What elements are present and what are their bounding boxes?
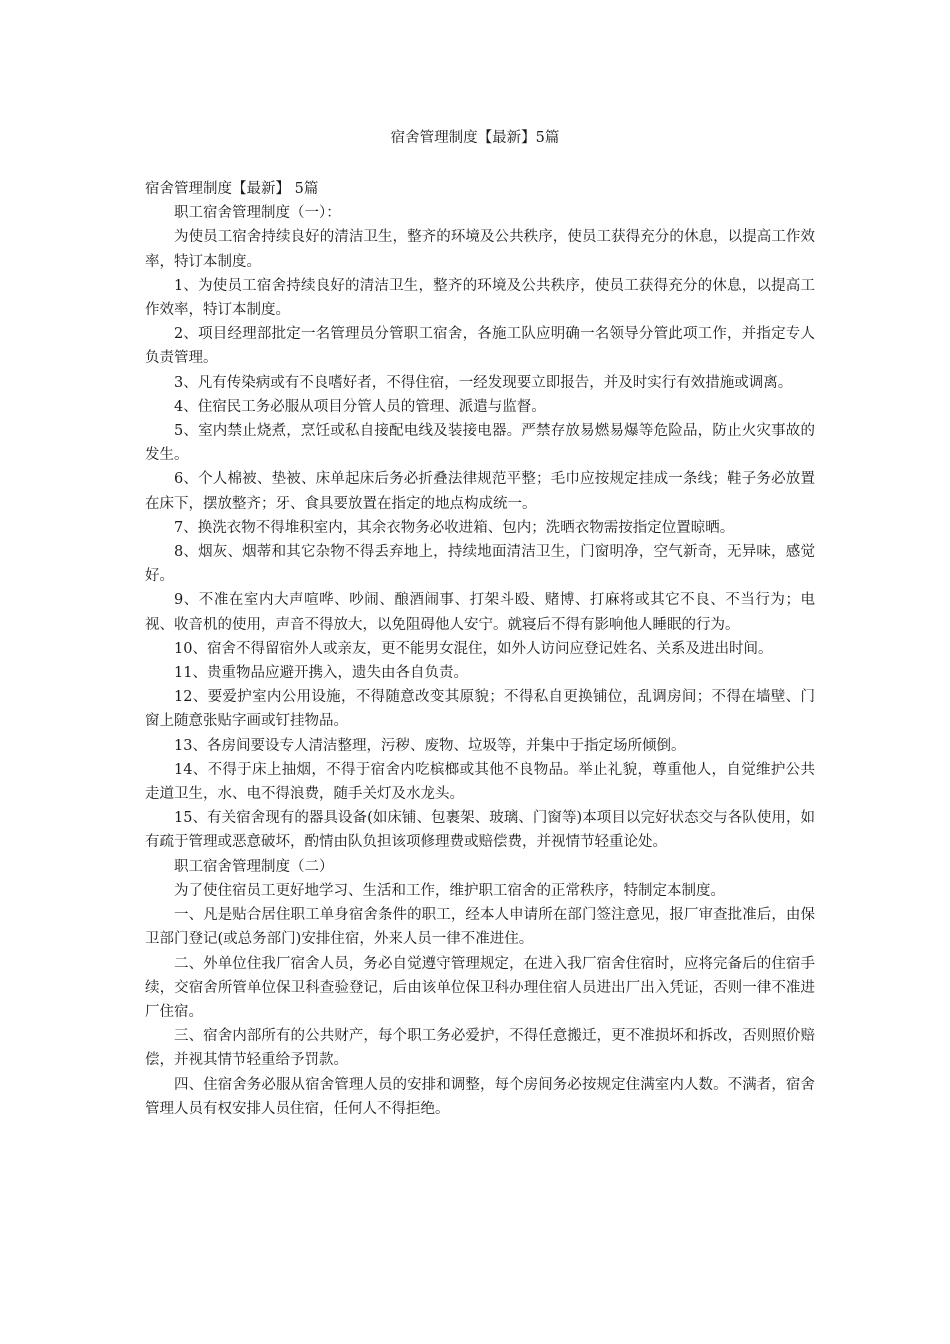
- paragraph-rule-14: 14、不得于床上抽烟，不得于宿舍内吃槟榔或其他不良物品。举止礼貌，尊重他人，自觉维护公共走道卫生，水、电不得浪费，随手关灯及水龙头。: [145, 761, 815, 803]
- paragraph-rule-5: 5、室内禁止烧煮，烹饪或私自接配电线及装接电器。严禁存放易燃易爆等危险品，防止火灾事故的发生。: [145, 423, 815, 464]
- paragraph-rule-13: 13、各房间要设专人清洁整理，污秽、废物、垃圾等，并集中于指定场所倾倒。: [174, 737, 686, 754]
- paragraph-article-2: 二、外单位住我厂宿舍人员，务必自觉遵守管理规定，在进入我厂宿舍住宿时，应将完备后的住宿手续，交宿舍所管单位保卫科查验登记，后由该单位保卫科办理住宿人员进出厂出入凭证，否则一律不准进厂住宿。: [145, 955, 815, 1020]
- document-body: [145, 177, 815, 1121]
- paragraph-article-4: 四、住宿舍务必服从宿舍管理人员的安排和调整，每个房间务必按规定住满室内人数。不满者，宿舍管理人员有权安排人员住宿，任何人不得拒绝。: [145, 1076, 815, 1117]
- paragraph-rule-4: 4、住宿民工务必服从项目分管人员的管理、派遣与监督。: [174, 398, 546, 415]
- paragraph-intro-2: 为了使住宿员工更好地学习、生活和工作，维护职工宿舍的正常秩序，特制定本制度。: [174, 882, 725, 899]
- paragraph-rule-7: 7、换洗衣物不得堆积室内，其余衣物务必收进箱、包内；洗晒衣物需按指定位置晾晒。: [174, 519, 735, 536]
- paragraph-rule-10: 10、宿舍不得留宿外人或亲友，更不能男女混住，如外人访问应登记姓名、关系及进出时间。: [174, 640, 773, 657]
- paragraph-rule-1: 1、为使员工宿舍持续良好的清洁卫生，整齐的环境及公共秩序，使员工获得充分的休息，以提高工作效率，特订本制度。: [145, 277, 815, 319]
- paragraph-rule-12: 12、要爱护室内公用设施，不得随意改变其原貌；不得私自更换铺位，乱调房间；不得在墙壁、门窗上随意张贴字画或钉挂物品。: [145, 689, 815, 730]
- paragraph-rule-15: 15、有关宿舍现有的器具设备(如床铺、包裹架、玻璃、门窗等)本项目以完好状态交与各队使用，如有疏于管理或恶意破坏，酌情由队负担该项修理费或赔偿费，并视情节轻重论处。: [145, 810, 815, 851]
- paragraph-article-1: 一、凡是贴合居住职工单身宿舍条件的职工，经本人申请所在部门签注意见，报厂审查批准后，由保卫部门登记(或总务部门)安排住宿，外来人员一律不准进住。: [145, 907, 815, 948]
- paragraph-rule-11: 11、贵重物品应避开携入，遗失由各自负责。: [174, 665, 468, 682]
- paragraph-rule-6: 6、个人棉被、垫被、床单起床后务必折叠法律规范平整；毛巾应按规定挂成一条线；鞋子务必放置在床下，摆放整齐；牙、食具要放置在指定的地点构成统一。: [145, 471, 815, 512]
- paragraph-rule-8: 8、烟灰、烟蒂和其它杂物不得丢弃地上，持续地面清洁卫生，门窗明净，空气新奇，无异味，感觉好。: [145, 544, 815, 585]
- document-subtitle: 宿舍管理制度【最新】 5篇: [145, 181, 319, 197]
- section-heading-2: 职工宿舍管理制度（二）: [174, 858, 334, 875]
- page-title: 宿舍管理制度【最新】5篇: [390, 130, 560, 146]
- paragraph-rule-9: 9、不准在室内大声喧哗、吵闹、酿酒闹事、打架斗殴、赌博、打麻将或其它不良、不当行为；电视、收音机的使用，声音不得放大，以免阻碍他人安宁。就寝后不得有影响他人睡眠的行为。: [145, 592, 815, 633]
- paragraph-rule-3: 3、凡有传染病或有不良嗜好者，不得住宿，一经发现要立即报告，并及时实行有效措施或调离。: [174, 374, 793, 391]
- paragraph-rule-2: 2、项目经理部批定一名管理员分管职工宿舍，各施工队应明确一名领导分管此项工作，并指定专人负责管理。: [145, 326, 815, 367]
- paragraph-intro: 为使员工宿舍持续良好的清洁卫生，整齐的环境及公共秩序，使员工获得充分的休息，以提高工作效率，特订本制度。: [145, 229, 815, 270]
- section-heading-1: 职工宿舍管理制度（一）：: [174, 205, 341, 222]
- paragraph-article-3: 三、宿舍内部所有的公共财产，每个职工务必爱护，不得任意搬迁，更不准损坏和拆改，否则照价赔偿，并视其情节轻重给予罚款。: [145, 1028, 815, 1069]
